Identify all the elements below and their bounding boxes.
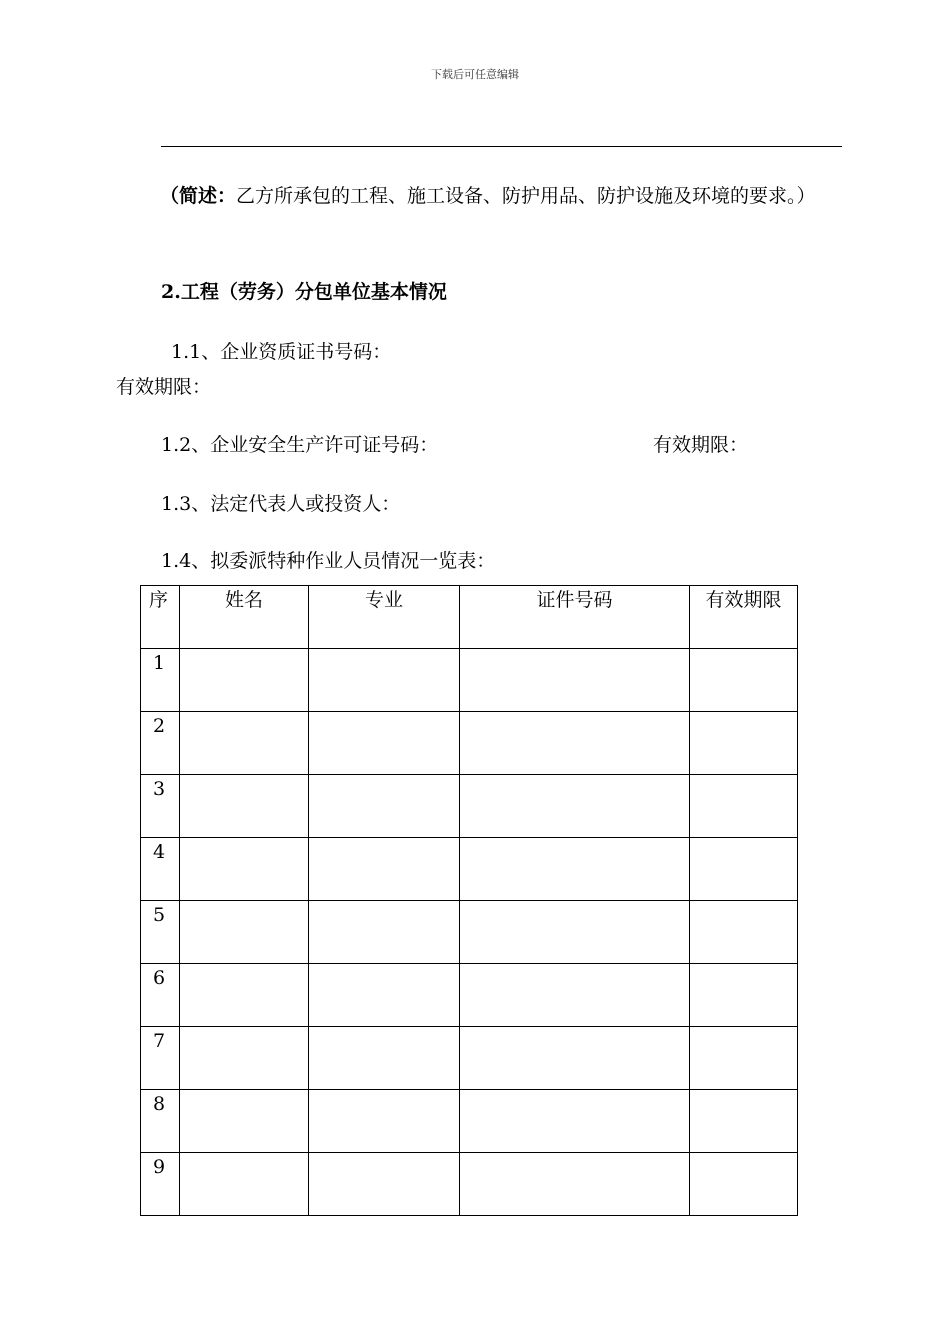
cert-number-cell[interactable]	[460, 838, 690, 901]
qualification-validity-label: 有效期限：	[116, 376, 212, 398]
cert-number-cell[interactable]	[460, 1027, 690, 1090]
cert-number-cell[interactable]	[460, 1090, 690, 1153]
specialty-cell[interactable]	[309, 1027, 460, 1090]
row-index: 5	[141, 901, 180, 964]
cert-number-cell[interactable]	[460, 964, 690, 1027]
table-row	[141, 649, 798, 712]
table-row	[141, 1090, 798, 1153]
specialty-cell[interactable]	[309, 775, 460, 838]
specialty-cell[interactable]	[309, 1153, 460, 1216]
validity-cell[interactable]	[690, 1027, 798, 1090]
table-row	[141, 1153, 798, 1216]
safety-validity-label: 有效期限：	[653, 434, 749, 456]
cert-number-cell[interactable]	[460, 1153, 690, 1216]
validity-cell[interactable]	[690, 901, 798, 964]
row-index: 7	[141, 1027, 180, 1090]
specialty-cell[interactable]	[309, 838, 460, 901]
row-index: 3	[141, 775, 180, 838]
validity-cell[interactable]	[690, 964, 798, 1027]
safety-permit-label: 1.2、企业安全生产许可证号码：	[161, 434, 439, 456]
row-index: 8	[141, 1090, 180, 1153]
name-cell[interactable]	[180, 712, 309, 775]
description-prefix: （简述：	[160, 185, 237, 207]
table-row	[141, 1027, 798, 1090]
table-header-row	[141, 586, 798, 649]
section-heading: 2.工程（劳务）分包单位基本情况	[161, 281, 447, 303]
validity-cell[interactable]	[690, 775, 798, 838]
cert-number-cell[interactable]	[460, 649, 690, 712]
row-index: 6	[141, 964, 180, 1027]
table-row	[141, 712, 798, 775]
column-header-validity: 有效期限	[690, 586, 798, 649]
cert-number-cell[interactable]	[460, 775, 690, 838]
column-header-name: 姓名	[180, 586, 309, 649]
name-cell[interactable]	[180, 649, 309, 712]
name-cell[interactable]	[180, 964, 309, 1027]
table-row	[141, 901, 798, 964]
description-text: 乙方所承包的工程、施工设备、防护用品、防护设施及环境的要求。）	[236, 185, 816, 207]
qualification-cert-label: 1.1、企业资质证书号码：	[171, 341, 392, 363]
personnel-table	[140, 585, 798, 1216]
header-note: 下载后可任意编辑	[431, 68, 519, 81]
table-row	[141, 964, 798, 1027]
name-cell[interactable]	[180, 901, 309, 964]
row-index: 9	[141, 1153, 180, 1216]
column-header-index: 序	[141, 586, 180, 649]
name-cell[interactable]	[180, 838, 309, 901]
validity-cell[interactable]	[690, 1153, 798, 1216]
validity-cell[interactable]	[690, 649, 798, 712]
validity-cell[interactable]	[690, 1090, 798, 1153]
cert-number-cell[interactable]	[460, 901, 690, 964]
specialty-cell[interactable]	[309, 712, 460, 775]
specialty-cell[interactable]	[309, 964, 460, 1027]
table-row	[141, 775, 798, 838]
name-cell[interactable]	[180, 775, 309, 838]
cert-number-cell[interactable]	[460, 712, 690, 775]
row-index: 2	[141, 712, 180, 775]
specialty-cell[interactable]	[309, 901, 460, 964]
name-cell[interactable]	[180, 1027, 309, 1090]
specialty-cell[interactable]	[309, 1090, 460, 1153]
row-index: 1	[141, 649, 180, 712]
legal-representative-label: 1.3、法定代表人或投资人：	[161, 493, 401, 515]
table-row	[141, 838, 798, 901]
validity-cell[interactable]	[690, 712, 798, 775]
column-header-specialty: 专业	[309, 586, 460, 649]
description-paragraph	[116, 180, 851, 212]
validity-cell[interactable]	[690, 838, 798, 901]
specialty-cell[interactable]	[309, 649, 460, 712]
header-rule	[161, 146, 842, 147]
personnel-table-title: 1.4、拟委派特种作业人员情况一览表：	[161, 550, 496, 572]
column-header-cert-number: 证件号码	[460, 586, 690, 649]
name-cell[interactable]	[180, 1090, 309, 1153]
row-index: 4	[141, 838, 180, 901]
name-cell[interactable]	[180, 1153, 309, 1216]
